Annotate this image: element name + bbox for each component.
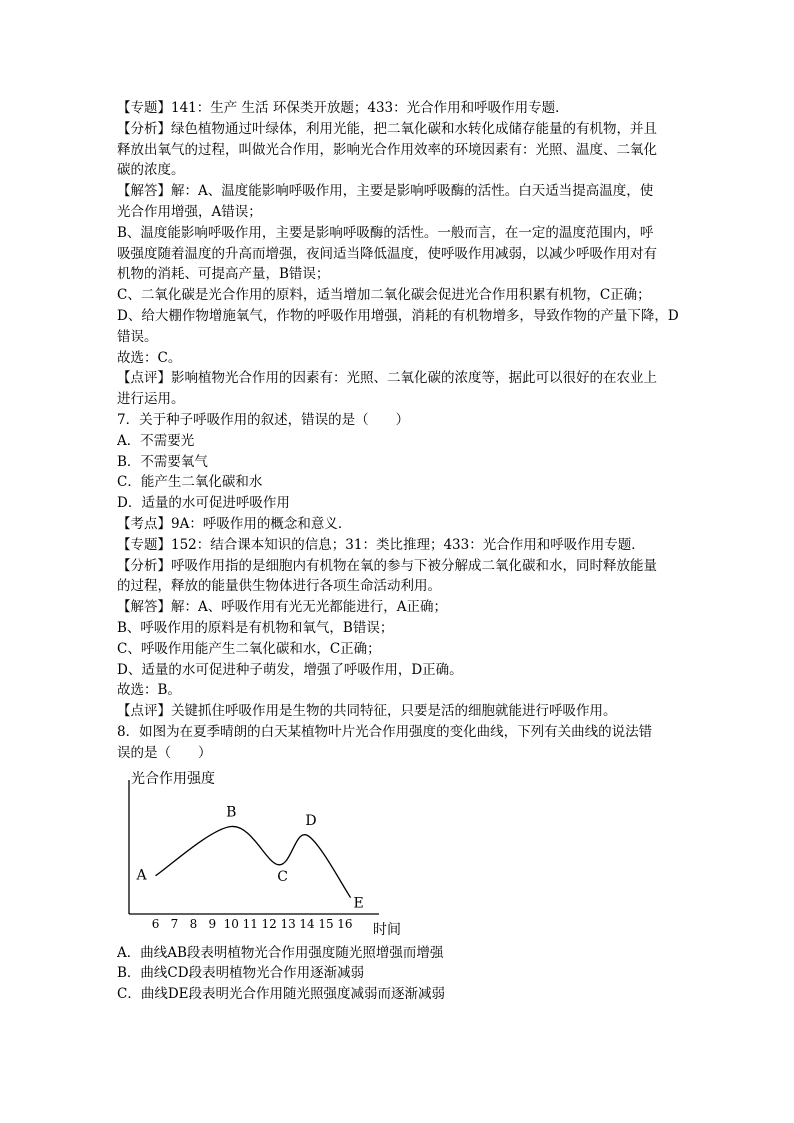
text-line: 8．如图为在夏季晴朗的白天某植物叶片光合作用强度的变化曲线，下列有关曲线的说法错 [117,723,653,740]
text-line: 故选：B。 [117,682,181,699]
option-line: B．曲线CD段表明植物光合作用逐渐减弱 [117,965,365,982]
text-line: A．不需要光 [117,432,195,449]
point-label-b: B [226,803,237,820]
x-tick-label: 7 [170,916,179,931]
x-tick-label: 8 [189,916,198,931]
text-line: 【专题】141：生产 生活 环保类开放题；433：光合作用和呼吸作用专题． [117,100,569,116]
option-line: C．曲线DE段表明光合作用随光照强度减弱而逐渐减弱 [117,986,446,1003]
option-line: A．曲线AB段表明植物光合作用强度随光照增强而增强 [117,944,444,961]
text-line: 吸强度随着温度的升高而增强，夜间适当降低温度，使呼吸作用减弱，以减少呼吸作用对有 [117,245,657,262]
document-page [117,98,702,1005]
x-tick-label: 14 [299,916,315,931]
point-label-e: E [353,895,364,912]
text-line: 【解答】解：A、呼吸作用有光无光都能进行，A正确； [117,599,447,616]
text-line: D、给大棚作物增施氧气，作物的呼吸作用增强，消耗的有机物增多，导致作物的产量下降，D [117,307,679,324]
text-line: B、温度能影响呼吸作用，主要是影响呼吸酶的活性。一般而言，在一定的温度范围内，呼 [117,224,654,241]
x-tick-label: 6 [151,916,160,931]
text-block [117,98,702,764]
chart-xlabel: 时间 [373,921,401,938]
x-tick-label: 16 [337,916,353,931]
text-line: 机物的消耗、可提高产量，B错误； [117,266,330,283]
point-label-d: D [305,812,317,829]
text-line: 光合作用增强，A错误； [117,203,262,220]
text-line: 错误。 [117,328,158,345]
text-line: B、呼吸作用的原料是有机物和氧气，B错误； [117,619,394,636]
answer-options [117,943,702,1005]
text-line: 进行运用。 [117,391,185,408]
curve-series [156,826,351,897]
photosynthesis-chart [117,768,457,943]
text-line: 【分析】呼吸作用指的是细胞内有机物在氧的参与下被分解成二氧化碳和水，同时释放能量 [117,557,657,574]
x-tick-label: 13 [280,916,296,931]
text-line: B．不需要氧气 [117,453,208,470]
x-tick-label: 9 [208,916,217,931]
text-line: 7．关于种子呼吸作用的叙述，错误的是（ ） [117,411,410,428]
text-line: 【考点】9A：呼吸作用的概念和意义． [117,515,352,532]
text-line: 【分析】绿色植物通过叶绿体，利用光能，把二氧化碳和水转化成储存能量的有机物，并且 [117,120,657,137]
text-line: 【点评】关键抓住呼吸作用是生物的共同特征，只要是活的细胞就能进行呼吸作用。 [117,703,617,720]
text-line: 【点评】影响植物光合作用的因素有：光照、二氧化碳的浓度等，据此可以很好的在农业上 [117,370,657,387]
x-tick-label: 10 [223,916,239,931]
text-line: 的过程，释放的能量供生物体进行各项生命活动利用。 [117,578,441,595]
point-label-c: C [277,868,288,885]
text-line: D、适量的水可促进种子萌发，增强了呼吸作用，D正确。 [117,661,463,678]
chart-canvas [117,768,457,943]
text-line: 【解答】解：A、温度能影响呼吸作用，主要是影响呼吸酶的活性。白天适当提高温度，使 [117,183,654,200]
x-tick-label: 11 [242,916,258,931]
text-line: 故选：C。 [117,349,182,366]
x-tick-label: 15 [318,916,334,931]
text-line: 误的是（ ） [117,744,212,761]
text-line: 碳的浓度。 [117,162,185,179]
text-line: C．能产生二氧化碳和水 [117,474,263,491]
text-line: 释放出氧气的过程，叫做光合作用，影响光合作用效率的环境因素有：光照、温度、二氧化 [117,141,657,158]
text-line: C、二氧化碳是光合作用的原料，适当增加二氧化碳会促进光合作用积累有机物，C正确； [117,287,651,304]
text-line: 【专题】152：结合课本知识的信息；31：类比推理；433：光合作用和呼吸作用专题． [117,536,645,553]
x-tick-label: 12 [261,916,277,931]
point-label-a: A [136,867,147,884]
text-line: D．适量的水可促进呼吸作用 [117,495,290,512]
chart-ylabel: 光合作用强度 [131,770,215,787]
text-line: C、呼吸作用能产生二氧化碳和水，C正确； [117,640,381,657]
